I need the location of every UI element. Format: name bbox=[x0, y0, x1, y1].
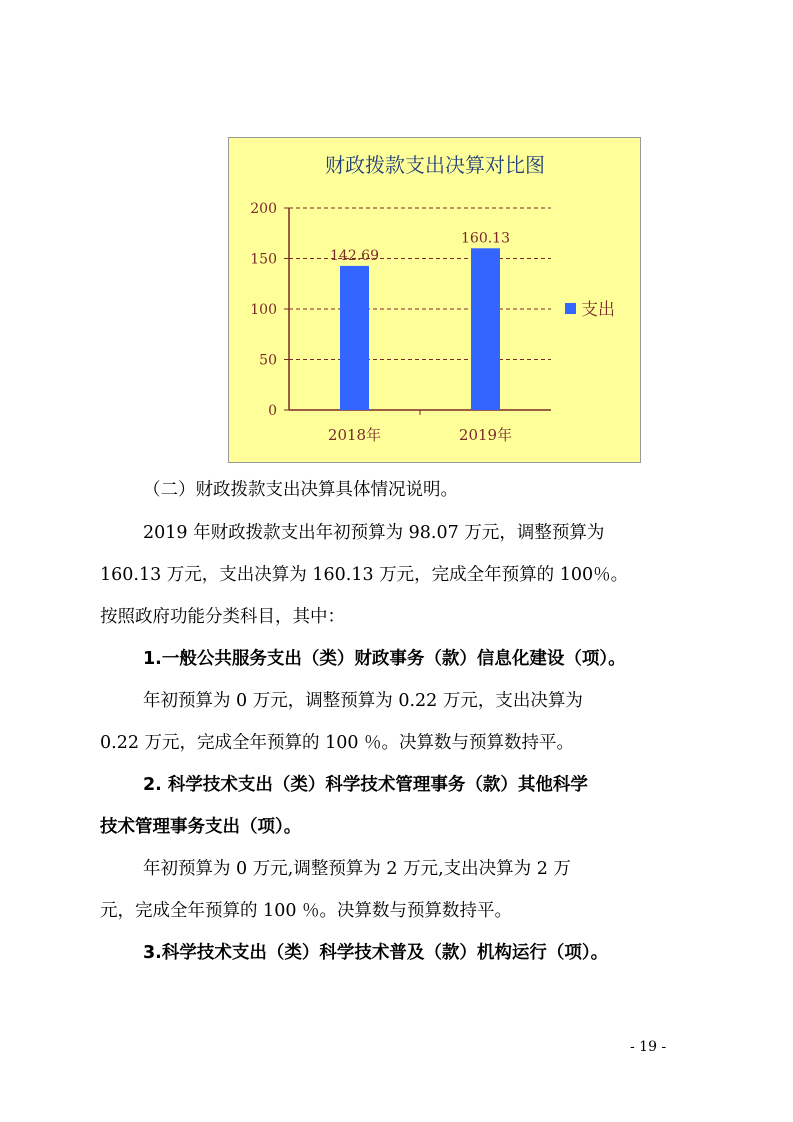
paragraph-line: 年初预算为 0 万元，调整预算为 0.22 万元，支出决算为 bbox=[143, 691, 583, 711]
x-tick-label: 2018年 bbox=[327, 426, 382, 444]
item-heading: 1.一般公共服务支出（类）财政事务（款）信息化建设（项）。 bbox=[143, 649, 626, 669]
data-label: 160.13 bbox=[461, 230, 510, 247]
item-heading: 技术管理事务支出（项）。 bbox=[100, 817, 302, 837]
legend-swatch bbox=[565, 303, 576, 314]
paragraph-line: 按照政府功能分类科目，其中： bbox=[100, 607, 345, 627]
paragraph-line: 160.13 万元，支出决算为 160.13 万元，完成全年预算的 100％。 bbox=[100, 565, 629, 585]
bar-2019年 bbox=[471, 248, 500, 410]
y-tick-label: 100 bbox=[250, 302, 277, 318]
paragraph-line: 元，完成全年预算的 100 ％。决算数与预算数持平。 bbox=[100, 901, 513, 921]
paragraph-line: 0.22 万元，完成全年预算的 100 ％。决算数与预算数持平。 bbox=[100, 733, 575, 753]
x-tick-label: 2019年 bbox=[458, 426, 513, 444]
chart-canvas bbox=[229, 138, 642, 464]
section-heading: （二）财政拨款支出决算具体情况说明。 bbox=[143, 480, 458, 500]
legend-label: 支出 bbox=[581, 300, 615, 320]
paragraph-line: 2019 年财政拨款支出年初预算为 98.07 万元，调整预算为 bbox=[143, 523, 605, 543]
y-tick-label: 50 bbox=[259, 352, 277, 369]
item-heading: 3.科学技术支出（类）科学技术普及（款）机构运行（项）。 bbox=[143, 943, 609, 963]
y-tick-label: 0 bbox=[268, 403, 277, 419]
chart-title: 财政拨款支出决算对比图 bbox=[325, 153, 545, 177]
page-number: - 19 - bbox=[630, 1039, 667, 1055]
item-heading: 2. 科学技术支出（类）科学技术管理事务（款）其他科学 bbox=[143, 775, 588, 795]
y-tick-label: 200 bbox=[250, 201, 277, 217]
bar-chart bbox=[228, 137, 641, 463]
bar-2018年 bbox=[340, 266, 369, 410]
y-tick-label: 150 bbox=[250, 251, 277, 268]
data-label: 142.69 bbox=[330, 247, 379, 264]
paragraph-line: 年初预算为 0 万元,调整预算为 2 万元,支出决算为 2 万 bbox=[143, 859, 571, 879]
